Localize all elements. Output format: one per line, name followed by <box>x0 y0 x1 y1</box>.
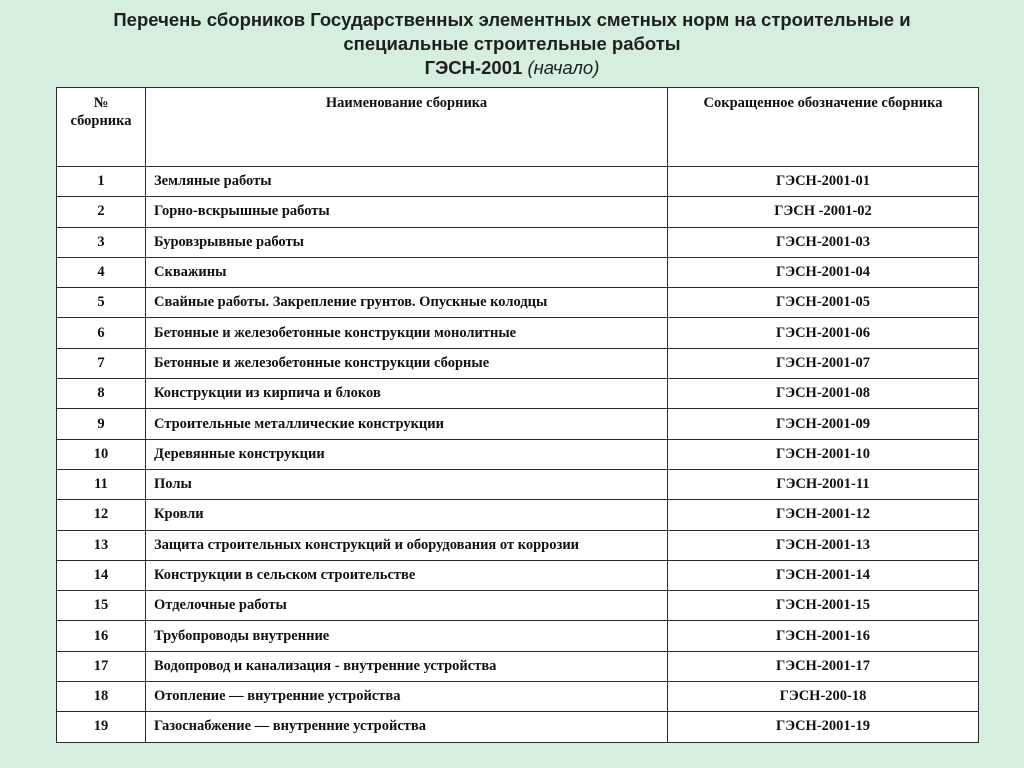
cell-num: 1 <box>57 167 146 197</box>
cell-name: Водопровод и канализация - внутренние устройства <box>146 651 668 681</box>
table-row <box>57 197 979 227</box>
cell-name: Конструкции в сельском строительстве <box>146 560 668 590</box>
title-code: ГЭСН-2001 <box>424 57 523 78</box>
cell-code: ГЭСН-2001-17 <box>668 651 979 681</box>
cell-num: 19 <box>57 712 146 742</box>
table-row <box>57 409 979 439</box>
cell-num: 5 <box>57 288 146 318</box>
cell-num: 16 <box>57 621 146 651</box>
cell-name: Защита строительных конструкций и оборудования от коррозии <box>146 530 668 560</box>
cell-name: Бетонные и железобетонные конструкции сборные <box>146 348 668 378</box>
cell-name: Строительные металлические конструкции <box>146 409 668 439</box>
cell-code: ГЭСН-2001-15 <box>668 591 979 621</box>
table-row <box>57 591 979 621</box>
cell-num: 4 <box>57 257 146 287</box>
table-row <box>57 318 979 348</box>
cell-num: 11 <box>57 469 146 499</box>
cell-code: ГЭСН-2001-05 <box>668 288 979 318</box>
cell-num: 9 <box>57 409 146 439</box>
cell-name: Деревянные конструкции <box>146 439 668 469</box>
cell-num: 12 <box>57 500 146 530</box>
cell-code: ГЭСН -2001-02 <box>668 197 979 227</box>
table-body <box>57 167 979 743</box>
cell-num: 15 <box>57 591 146 621</box>
cell-name: Полы <box>146 469 668 499</box>
table-row <box>57 439 979 469</box>
cell-num: 2 <box>57 197 146 227</box>
cell-code: ГЭСН-2001-01 <box>668 167 979 197</box>
cell-num: 8 <box>57 379 146 409</box>
table-row <box>57 379 979 409</box>
cell-code: ГЭСН-2001-14 <box>668 560 979 590</box>
table-row <box>57 257 979 287</box>
cell-name: Кровли <box>146 500 668 530</box>
cell-code: ГЭСН-2001-11 <box>668 469 979 499</box>
table-row <box>57 621 979 651</box>
header-num: № сборника <box>57 88 146 167</box>
cell-code: ГЭСН-2001-12 <box>668 500 979 530</box>
table-row <box>57 227 979 257</box>
table-row <box>57 500 979 530</box>
cell-code: ГЭСН-200-18 <box>668 682 979 712</box>
table-row <box>57 167 979 197</box>
table-row <box>57 682 979 712</box>
header-name: Наименование сборника <box>146 88 668 167</box>
cell-name: Буровзрывные работы <box>146 227 668 257</box>
title-note: (начало) <box>527 57 600 78</box>
cell-num: 6 <box>57 318 146 348</box>
cell-code: ГЭСН-2001-07 <box>668 348 979 378</box>
cell-name: Трубопроводы внутренние <box>146 621 668 651</box>
title-line-1: Перечень сборников Государственных элементных сметных норм на строительные и <box>113 9 911 30</box>
cell-num: 13 <box>57 530 146 560</box>
cell-code: ГЭСН-2001-09 <box>668 409 979 439</box>
cell-code: ГЭСН-2001-16 <box>668 621 979 651</box>
table-header-row <box>57 88 979 167</box>
cell-name: Скважины <box>146 257 668 287</box>
table-row <box>57 288 979 318</box>
cell-code: ГЭСН-2001-04 <box>668 257 979 287</box>
cell-code: ГЭСН-2001-19 <box>668 712 979 742</box>
cell-code: ГЭСН-2001-06 <box>668 318 979 348</box>
cell-name: Горно-вскрышные работы <box>146 197 668 227</box>
cell-code: ГЭСН-2001-03 <box>668 227 979 257</box>
norms-table <box>56 87 979 743</box>
cell-code: ГЭСН-2001-10 <box>668 439 979 469</box>
table-row <box>57 560 979 590</box>
table-row <box>57 469 979 499</box>
cell-name: Газоснабжение — внутренние устройства <box>146 712 668 742</box>
table-row <box>57 712 979 742</box>
cell-num: 14 <box>57 560 146 590</box>
cell-name: Земляные работы <box>146 167 668 197</box>
cell-name: Отделочные работы <box>146 591 668 621</box>
cell-num: 10 <box>57 439 146 469</box>
cell-num: 17 <box>57 651 146 681</box>
cell-name: Свайные работы. Закрепление грунтов. Опускные колодцы <box>146 288 668 318</box>
cell-name: Конструкции из кирпича и блоков <box>146 379 668 409</box>
table-row <box>57 651 979 681</box>
title-line-2: специальные строительные работы <box>343 33 681 54</box>
cell-code: ГЭСН-2001-08 <box>668 379 979 409</box>
header-code: Сокращенное обозначение сборника <box>668 88 979 167</box>
table-row <box>57 348 979 378</box>
cell-name: Отопление — внутренние устройства <box>146 682 668 712</box>
table-row <box>57 530 979 560</box>
cell-num: 7 <box>57 348 146 378</box>
page-title <box>0 8 1024 80</box>
title-line-3 <box>0 56 1024 80</box>
cell-num: 3 <box>57 227 146 257</box>
cell-num: 18 <box>57 682 146 712</box>
cell-name: Бетонные и железобетонные конструкции монолитные <box>146 318 668 348</box>
cell-code: ГЭСН-2001-13 <box>668 530 979 560</box>
